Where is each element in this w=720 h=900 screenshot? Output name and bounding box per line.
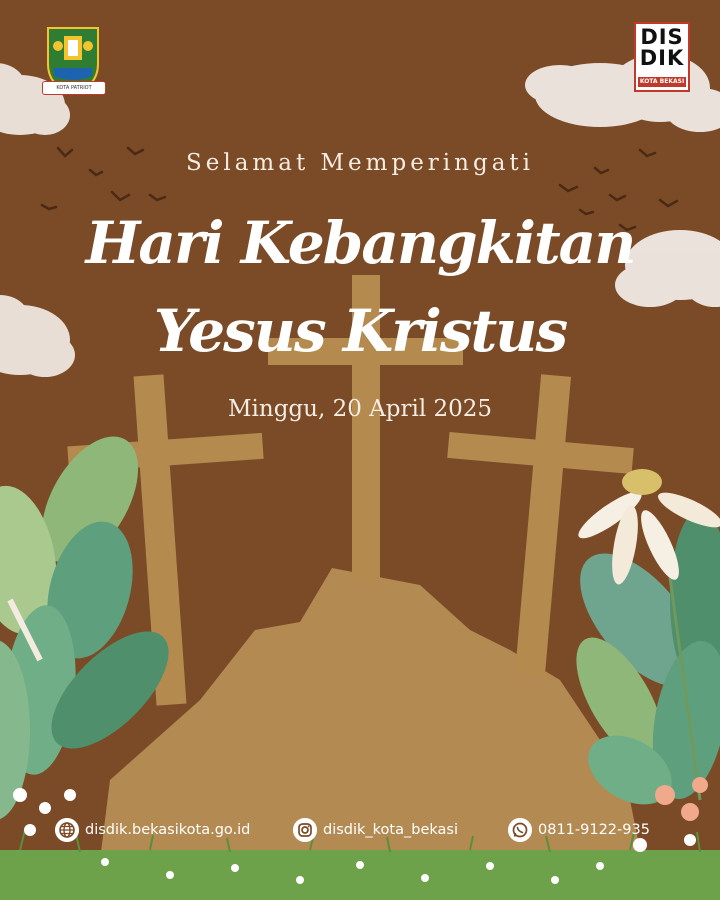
whatsapp-contact[interactable] — [508, 816, 650, 844]
globe-icon — [55, 818, 79, 842]
greeting-subtitle: Selamat Memperingati — [185, 150, 534, 176]
cloud-top-right — [525, 54, 720, 132]
whatsapp-icon — [508, 818, 532, 842]
disdik-logo-line2: DIK — [639, 46, 685, 70]
title-line-1: Hari Kebangkitan — [85, 209, 635, 277]
event-date: Minggu, 20 April 2025 — [227, 396, 493, 422]
disdik-logo — [634, 22, 690, 92]
instagram-contact[interactable] — [293, 816, 458, 844]
website-contact[interactable] — [55, 816, 250, 844]
logo-ribbon-text: KOTA PATRIOT — [42, 81, 106, 95]
kota-bekasi-logo — [44, 24, 102, 96]
title-line-2: Yesus Kristus — [153, 297, 567, 365]
instagram-text: disdik_kota_bekasi — [323, 822, 458, 838]
disdik-logo-line1: DIS — [640, 25, 684, 49]
instagram-icon — [293, 818, 317, 842]
grass-strip — [0, 850, 720, 900]
disdik-logo-subtitle: KOTA BEKASI — [639, 78, 685, 85]
website-text: disdik.bekasikota.go.id — [85, 822, 251, 838]
whatsapp-text: 0811-9122-935 — [538, 822, 650, 838]
